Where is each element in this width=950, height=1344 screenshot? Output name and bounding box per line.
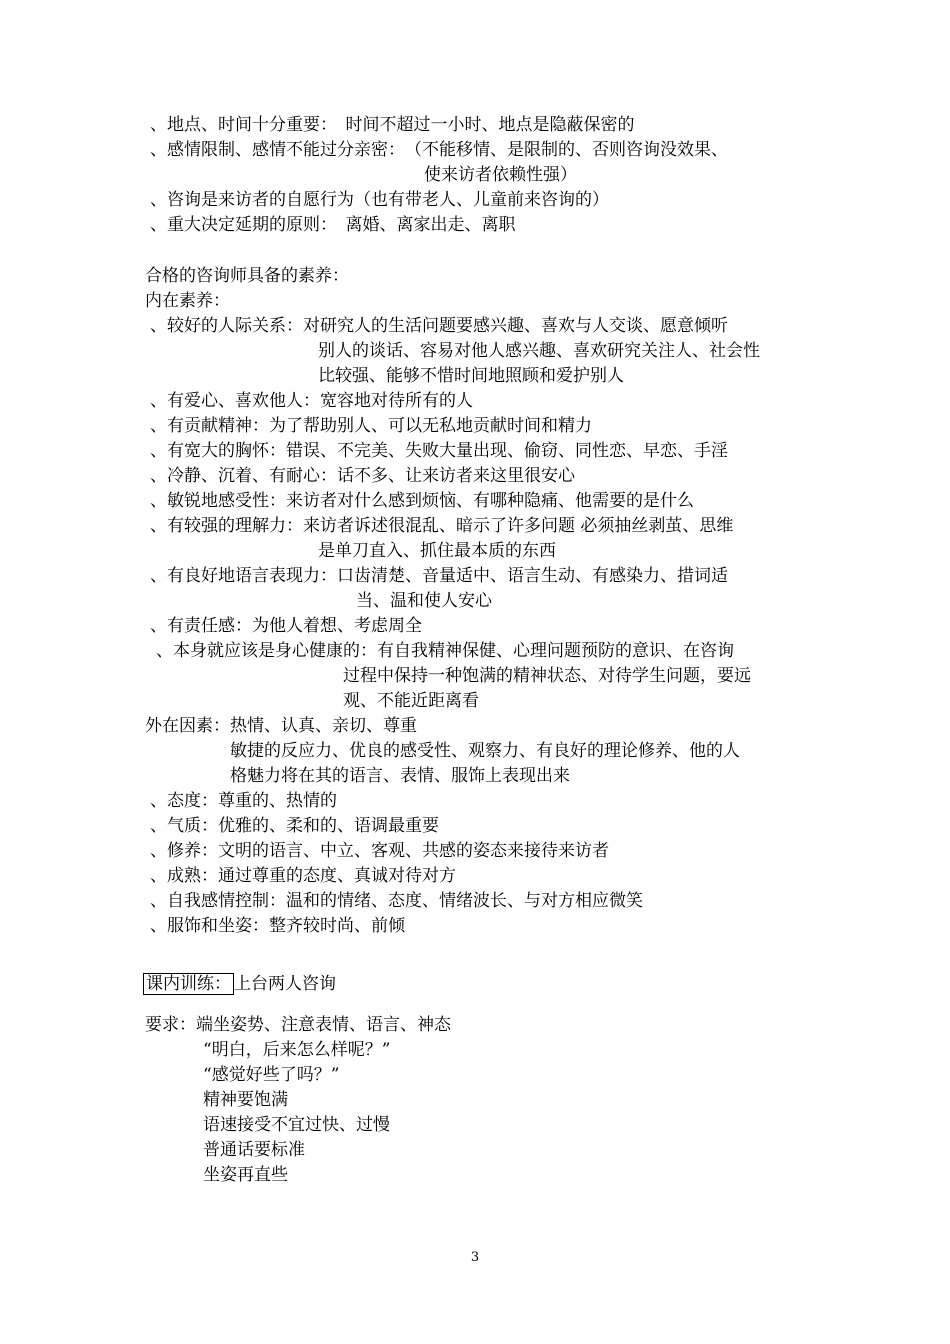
page-number: 3 [470,1250,480,1265]
rule-emotion-limit-cont: 使来访者依赖性强） [424,165,577,185]
inner-item: 、有责任感：为他人着想、考虑周全 [150,616,422,636]
outer-item: 、自我感情控制：温和的情绪、态度、情绪波长、与对方相应微笑 [150,891,643,911]
inner-item: 、冷静、沉着、有耐心：话不多、让来访者来这里很安心 [150,466,575,486]
rule-location-time: 、地点、时间十分重要： 时间不超过一小时、地点是隐蔽保密的 [150,115,635,135]
training-item: “感觉好些了吗？” [203,1065,340,1085]
inner-item: 、较好的人际关系：对研究人的生活问题要感兴趣、喜欢与人交谈、愿意倾听 [150,316,728,336]
inner-item-cont: 别人的谈话、容易对他人感兴趣、喜欢研究关注人、社会性 [318,341,760,361]
training-label-box: 课内训练： [143,973,234,995]
inner-item: 、敏锐地感受性：来访者对什么感到烦恼、有哪种隐痛、他需要的是什么 [150,491,694,511]
rule-emotion-limit: 、感情限制、感情不能过分亲密： （不能移情、是限制的、否则咨询没效果、 [150,140,728,160]
outer-item: 、气质：优雅的、柔和的、语调最重要 [150,816,439,836]
rule-voluntary: 、咨询是来访者的自愿行为（也有带老人、儿童前来咨询的） [150,190,609,210]
outer-item: 、修养：文明的语言、中立、客观、共感的姿态来接待来访者 [150,841,609,861]
section-heading: 合格的咨询师具备的素养： [145,266,349,286]
inner-item: 、有爱心、喜欢他人：宽容地对待所有的人 [150,391,473,411]
inner-item: 、有良好地语言表现力：口齿清楚、音量适中、语言生动、有感染力、措词适 [150,566,728,586]
outer-item: 、态度：尊重的、热情的 [150,791,337,811]
inner-item-cont: 比较强、能够不惜时间地照顾和爱护别人 [318,366,624,386]
inner-item: 、有贡献精神：为了帮助别人、可以无私地贡献时间和精力 [150,416,592,436]
inner-item-cont: 当、温和使人安心 [356,591,492,611]
rule-decision-delay: 、重大决定延期的原则： 离婚、离家出走、离职 [150,215,516,235]
inner-item-cont: 观、不能近距离看 [343,691,479,711]
training-item: 语速接受不宜过快、过慢 [203,1115,390,1135]
inner-item-cont: 是单刀直入、抓住最本质的东西 [318,541,556,561]
training-item: 坐姿再直些 [203,1165,288,1185]
outer-item: 、成熟：通过尊重的态度、真诚对待对方 [150,866,456,886]
inner-item: 、有宽大的胸怀：错误、不完美、失败大量出现、偷窃、同性恋、早恋、手淫 [150,441,728,461]
training-requirements: 要求：端坐姿势、注意表情、语言、神态 [145,1015,451,1035]
outer-desc: 敏捷的反应力、优良的感受性、观察力、有良好的理论修养、他的人 [230,741,740,761]
inner-item: 、有较强的理解力：来访者诉述很混乱、暗示了许多问题 必须抽丝剥茧、思维 [150,516,734,536]
inner-title: 内在素养： [145,291,230,311]
training-item: “明白，后来怎么样呢？” [203,1040,391,1060]
training-item: 普通话要标准 [203,1140,305,1160]
outer-item: 、服饰和坐姿：整齐较时尚、前倾 [150,916,405,936]
training-heading [143,972,336,996]
inner-item-cont: 过程中保持一种饱满的精神状态、对待学生问题，要远 [343,666,751,686]
outer-title: 外在因素：热情、认真、亲切、尊重 [145,716,417,736]
training-title: 上台两人咨询 [234,974,336,994]
inner-item: 、本身就应该是身心健康的：有自我精神保健、心理问题预防的意识、在咨询 [156,641,734,661]
outer-desc: 格魅力将在其的语言、表情、服饰上表现出来 [230,766,570,786]
training-item: 精神要饱满 [203,1090,288,1110]
